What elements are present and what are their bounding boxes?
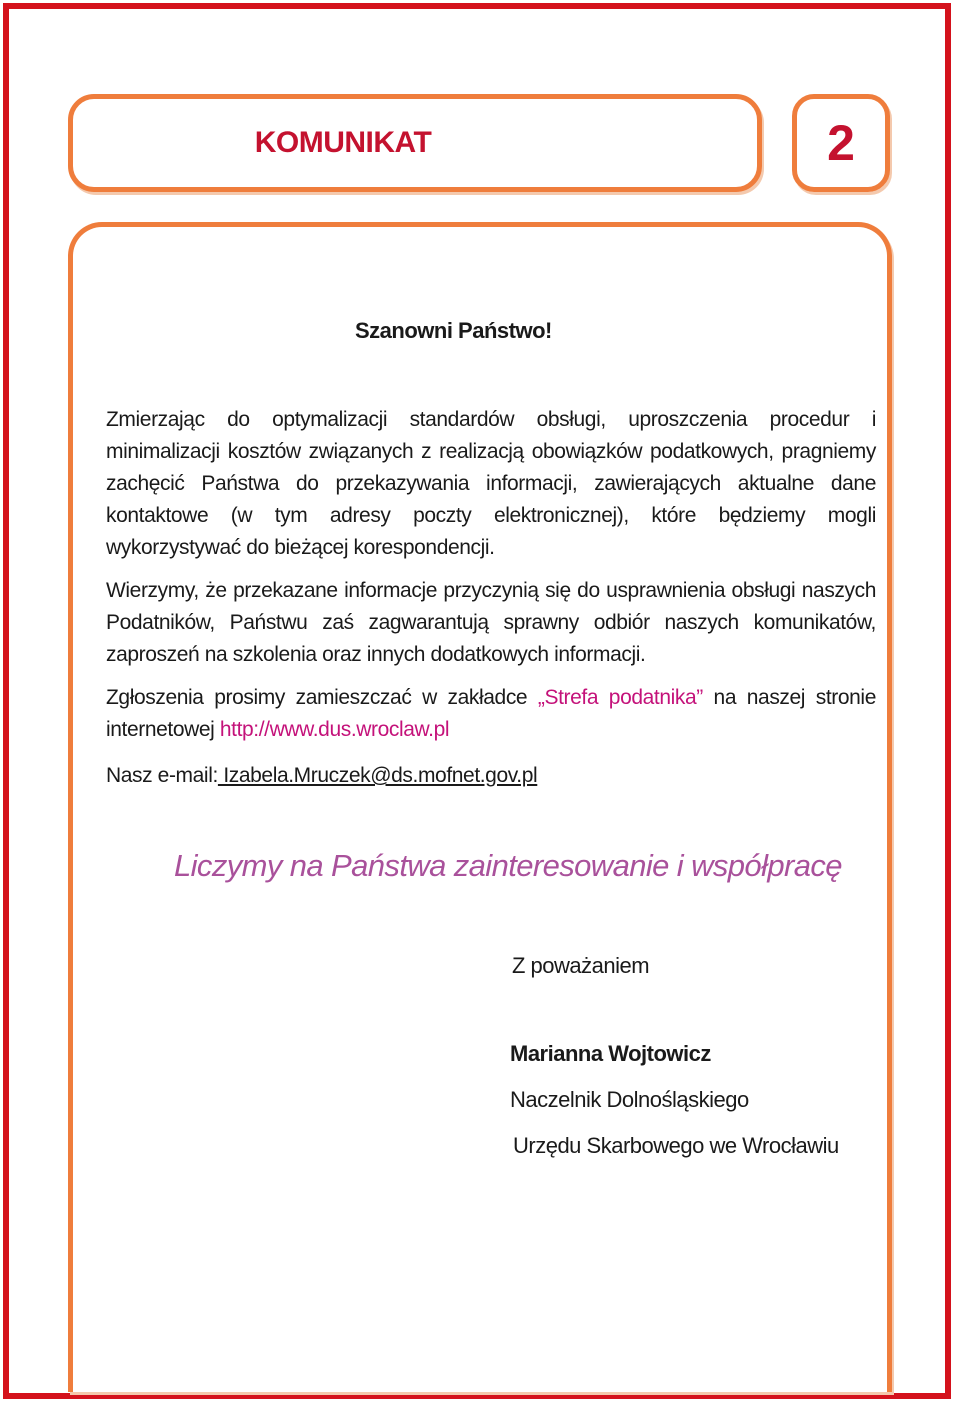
signature-title-line2: Urzędu Skarbowego we Wrocławiu — [513, 1133, 839, 1158]
signature-title-line1: Naczelnik Dolnośląskiego — [510, 1087, 749, 1112]
paragraph-instructions — [106, 682, 876, 746]
instructions-text-1: Zgłoszenia prosimy zamieszczać w zakładce — [106, 686, 538, 709]
email-line — [106, 760, 876, 792]
header-title: KOMUNIKAT — [254, 126, 432, 159]
signature-regards: Z poważaniem — [512, 953, 650, 978]
greeting: Szanowni Państwo! — [355, 318, 552, 343]
header-number-box — [792, 94, 890, 192]
header-title-box — [68, 94, 762, 192]
paragraph-benefits: Wierzymy, że przekazane informacje przyczynią się do usprawnienia obsługi naszych Podatników, Państwu zaś zagwarantują sprawny odbiór naszych komunikatów, zaproszeń na szkolenia oraz innych dodatkowych informacji. — [106, 579, 876, 666]
header-number: 2 — [827, 115, 855, 171]
strefa-podatnika-link[interactable]: „Strefa podatnika” — [537, 686, 703, 709]
email-link[interactable]: Izabela.Mruczek@ds.mofnet.gov.pl — [217, 764, 538, 787]
closing-line: Liczymy na Państwa zainteresowanie i współpracę — [174, 848, 842, 883]
website-link[interactable]: http://www.dus.wroclaw.pl — [219, 718, 450, 741]
instructions-text-2: na naszej stronie internetowej — [106, 686, 876, 741]
paragraph-intro: Zmierzając do optymalizacji standardów obsługi, uproszczenia procedur i minimalizacji kosztów związanych z realizacją obowiązków podatkowych, pragniemy zachęcić Państwa do przekazywania informacji, zawierających aktualne dane kontaktowe (w tym adresy poczty elektronicznej), które będziemy mogli wykorzystywać do bieżącej korespondencji. — [106, 408, 876, 559]
content-frame — [68, 222, 892, 1392]
signature-name: Marianna Wojtowicz — [510, 1041, 711, 1066]
email-label: Nasz e-mail: — [106, 764, 218, 787]
